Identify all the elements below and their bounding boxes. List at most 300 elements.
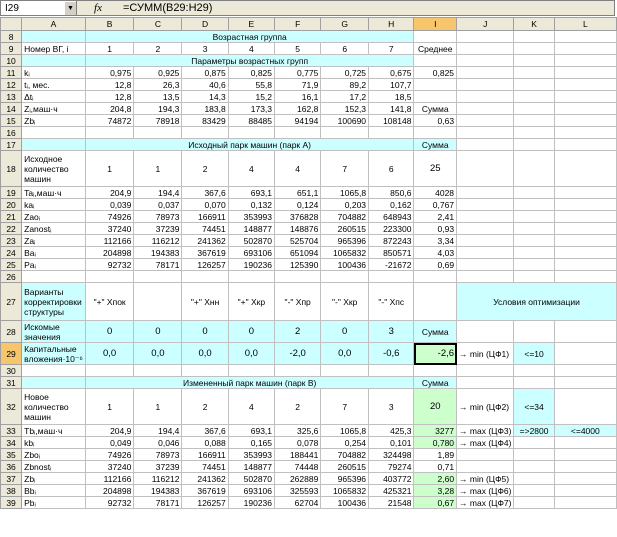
cell-d29[interactable]: 0,0 [182, 343, 228, 365]
cell-l39[interactable] [554, 497, 616, 509]
cell-d18[interactable]: 2 [182, 151, 228, 187]
cell-j21[interactable] [457, 211, 514, 223]
cell-i14[interactable]: Сумма [414, 103, 457, 115]
empty-cell[interactable] [321, 127, 369, 139]
cell-h18[interactable]: 6 [369, 151, 414, 187]
cell-g24[interactable]: 1065832 [321, 247, 369, 259]
cell-h21[interactable]: 648943 [369, 211, 414, 223]
cell-g38[interactable]: 1065832 [321, 485, 369, 497]
empty-cell[interactable] [275, 271, 321, 283]
name-box[interactable] [1, 1, 77, 15]
cell-i31[interactable]: Сумма [414, 377, 457, 389]
cell-l15[interactable] [554, 115, 616, 127]
cell-f11[interactable]: 0,775 [275, 67, 321, 79]
cell-c34[interactable]: 0,046 [134, 437, 182, 449]
cell-h29[interactable]: -0,6 [369, 343, 414, 365]
cell-g32[interactable]: 7 [321, 389, 369, 425]
section-title[interactable]: Параметры возрастных групп [85, 55, 414, 67]
cell-d11[interactable]: 0,875 [182, 67, 228, 79]
column-header-l[interactable]: L [554, 18, 616, 31]
fx-icon[interactable]: fx [94, 2, 102, 14]
empty-cell[interactable] [22, 271, 86, 283]
cell-a19[interactable]: Taᵢ,маш·ч [22, 187, 86, 199]
cell-f34[interactable]: 0,078 [275, 437, 321, 449]
cell-d15[interactable]: 83429 [182, 115, 228, 127]
cell-i24[interactable]: 4,03 [414, 247, 457, 259]
cell-b25[interactable]: 92732 [85, 259, 134, 271]
cell-c20[interactable]: 0,037 [134, 199, 182, 211]
cell-f19[interactable]: 651,1 [275, 187, 321, 199]
cell-d24[interactable]: 367619 [182, 247, 228, 259]
cell-b9[interactable]: 1 [85, 43, 134, 55]
cell-c29[interactable]: 0,0 [134, 343, 182, 365]
cell-j34[interactable] [457, 437, 514, 449]
cell-l10[interactable] [554, 55, 616, 67]
row-header-21[interactable]: 21 [1, 211, 22, 223]
cell-e35[interactable]: 353993 [228, 449, 274, 461]
cell-d37[interactable]: 241362 [182, 473, 228, 485]
row-header-11[interactable]: 11 [1, 67, 22, 79]
cell-b35[interactable]: 74926 [85, 449, 134, 461]
cell-f13[interactable]: 16,1 [275, 91, 321, 103]
cell-e32[interactable]: 4 [228, 389, 274, 425]
row-header-32[interactable]: 32 [1, 389, 22, 425]
cell-e37[interactable]: 502870 [228, 473, 274, 485]
cell-c14[interactable]: 194,3 [134, 103, 182, 115]
cell-l8[interactable] [554, 31, 616, 43]
cell-j18[interactable] [457, 151, 514, 187]
cell-i32[interactable]: 20 [414, 389, 457, 425]
cell-a29[interactable]: Капитальные вложения·10⁻⁶ [22, 343, 86, 365]
cell-f25[interactable]: 125390 [275, 259, 321, 271]
cell-f36[interactable]: 74448 [275, 461, 321, 473]
cell-g29[interactable]: 0,0 [321, 343, 369, 365]
cell-e12[interactable]: 55,8 [228, 79, 274, 91]
cell-h9[interactable]: 7 [369, 43, 414, 55]
cell-f29[interactable]: -2,0 [275, 343, 321, 365]
cell-j39[interactable] [457, 497, 514, 509]
cell-c13[interactable]: 13,5 [134, 91, 182, 103]
cell-j38[interactable] [457, 485, 514, 497]
row-header-23[interactable]: 23 [1, 235, 22, 247]
cell-f28[interactable]: 2 [275, 321, 321, 343]
cell-i8[interactable] [414, 31, 457, 43]
cell-d20[interactable]: 0,070 [182, 199, 228, 211]
cell-d9[interactable]: 3 [182, 43, 228, 55]
cell-k11[interactable] [514, 67, 554, 79]
cell-i39[interactable]: 0,67 [414, 497, 457, 509]
cell-k21[interactable] [514, 211, 554, 223]
cell-b34[interactable]: 0,049 [85, 437, 134, 449]
cell-b28[interactable]: 0 [85, 321, 134, 343]
cell-d13[interactable]: 14,3 [182, 91, 228, 103]
empty-cell[interactable] [457, 365, 514, 377]
cell-f12[interactable]: 71,9 [275, 79, 321, 91]
column-header-b[interactable]: B [85, 18, 134, 31]
cell-d39[interactable]: 126257 [182, 497, 228, 509]
cell-a36[interactable]: Zbnostᵢ [22, 461, 86, 473]
cell-b33[interactable]: 204,9 [85, 425, 134, 437]
cell-c12[interactable]: 26,3 [134, 79, 182, 91]
cell-a13[interactable]: Δtᵢ [22, 91, 86, 103]
cell-k14[interactable] [514, 103, 554, 115]
cell-i13[interactable] [414, 91, 457, 103]
row-header-30[interactable]: 30 [1, 365, 22, 377]
chevron-down-icon[interactable]: ▼ [65, 2, 76, 15]
row-header-14[interactable]: 14 [1, 103, 22, 115]
empty-cell[interactable] [134, 365, 182, 377]
cell-j37[interactable] [457, 473, 514, 485]
cell-g11[interactable]: 0,725 [321, 67, 369, 79]
column-header-k[interactable]: K [514, 18, 554, 31]
cell-a37[interactable]: Zbᵢ [22, 473, 86, 485]
cell-g25[interactable]: 100436 [321, 259, 369, 271]
cell-e13[interactable]: 15,2 [228, 91, 274, 103]
cell-l31[interactable] [554, 377, 616, 389]
cell-k33[interactable]: =>2800 [514, 425, 554, 437]
cell-j17[interactable] [457, 139, 514, 151]
empty-cell[interactable] [228, 365, 274, 377]
cell-g22[interactable]: 260515 [321, 223, 369, 235]
cell-e27[interactable]: "+" Хкр [228, 283, 274, 321]
formula-input[interactable]: =СУММ(B29:H29) [123, 2, 213, 14]
empty-cell[interactable] [85, 127, 134, 139]
row-header-9[interactable]: 9 [1, 43, 22, 55]
cell-h12[interactable]: 107,7 [369, 79, 414, 91]
cell-j32[interactable] [457, 389, 514, 425]
optimization-conditions-header[interactable]: Условия оптимизации [457, 283, 617, 321]
cell-a34[interactable]: kbᵢ [22, 437, 86, 449]
cell-j11[interactable] [457, 67, 514, 79]
cell-e24[interactable]: 693106 [228, 247, 274, 259]
cell-g33[interactable]: 1065,8 [321, 425, 369, 437]
cell-f15[interactable]: 94194 [275, 115, 321, 127]
cell-f39[interactable]: 62704 [275, 497, 321, 509]
cell-l17[interactable] [554, 139, 616, 151]
cell-j24[interactable] [457, 247, 514, 259]
cell-e11[interactable]: 0,825 [228, 67, 274, 79]
cell-k8[interactable] [514, 31, 554, 43]
cell-c23[interactable]: 116212 [134, 235, 182, 247]
cell-e14[interactable]: 173,3 [228, 103, 274, 115]
cell-e19[interactable]: 693,1 [228, 187, 274, 199]
empty-cell[interactable] [275, 127, 321, 139]
cell-f33[interactable]: 325,6 [275, 425, 321, 437]
cell-j15[interactable] [457, 115, 514, 127]
cell-a27[interactable]: Варианты корректировки структуры [22, 283, 86, 321]
empty-cell[interactable] [321, 271, 369, 283]
cell-e39[interactable]: 190236 [228, 497, 274, 509]
cell-c36[interactable]: 37239 [134, 461, 182, 473]
cell-e18[interactable]: 4 [228, 151, 274, 187]
row-header-13[interactable]: 13 [1, 91, 22, 103]
cell-l25[interactable] [554, 259, 616, 271]
cell-g20[interactable]: 0,203 [321, 199, 369, 211]
cell-h35[interactable]: 324498 [369, 449, 414, 461]
cell-b11[interactable]: 0,975 [85, 67, 134, 79]
empty-cell[interactable] [414, 365, 457, 377]
cell-d28[interactable]: 0 [182, 321, 228, 343]
row-header-31[interactable]: 31 [1, 377, 22, 389]
cell-j9[interactable] [457, 43, 514, 55]
empty-cell[interactable] [554, 127, 616, 139]
cell-a14[interactable]: Zᵢ,маш·ч [22, 103, 86, 115]
cell-j25[interactable] [457, 259, 514, 271]
empty-cell[interactable] [554, 271, 616, 283]
cell-c32[interactable]: 1 [134, 389, 182, 425]
section-title[interactable]: Возрастная группа [85, 31, 414, 43]
cell-e21[interactable]: 353993 [228, 211, 274, 223]
row-header-27[interactable]: 27 [1, 283, 22, 321]
cell-b37[interactable]: 112166 [85, 473, 134, 485]
empty-cell[interactable] [369, 365, 414, 377]
empty-cell[interactable] [514, 127, 554, 139]
cell-j29[interactable] [457, 343, 514, 365]
cell-e29[interactable]: 0,0 [228, 343, 274, 365]
cell-i35[interactable]: 1,89 [414, 449, 457, 461]
row-header-19[interactable]: 19 [1, 187, 22, 199]
cell-f35[interactable]: 188441 [275, 449, 321, 461]
cell-b29[interactable]: 0,0 [85, 343, 134, 365]
cell-b19[interactable]: 204,9 [85, 187, 134, 199]
cell-k18[interactable] [514, 151, 554, 187]
cell-e15[interactable]: 88485 [228, 115, 274, 127]
cell-c22[interactable]: 37239 [134, 223, 182, 235]
cell-b21[interactable]: 74926 [85, 211, 134, 223]
cell-c39[interactable]: 78171 [134, 497, 182, 509]
cell-j8[interactable] [457, 31, 514, 43]
cell-e20[interactable]: 0,132 [228, 199, 274, 211]
cell-d23[interactable]: 241362 [182, 235, 228, 247]
row-header-18[interactable]: 18 [1, 151, 22, 187]
empty-cell[interactable] [85, 365, 134, 377]
cell-l20[interactable] [554, 199, 616, 211]
cell-b15[interactable]: 74872 [85, 115, 134, 127]
cell-b18[interactable]: 1 [85, 151, 134, 187]
cell-d22[interactable]: 74451 [182, 223, 228, 235]
cell-d19[interactable]: 367,6 [182, 187, 228, 199]
cell-i29[interactable]: -2,6 [414, 343, 457, 365]
empty-cell[interactable] [22, 365, 86, 377]
row-header-16[interactable]: 16 [1, 127, 22, 139]
empty-cell[interactable] [85, 271, 134, 283]
empty-cell[interactable] [228, 127, 274, 139]
row-header-17[interactable]: 17 [1, 139, 22, 151]
cell-i37[interactable]: 2,60 [414, 473, 457, 485]
cell-a23[interactable]: Zaᵢ [22, 235, 86, 247]
cell-d35[interactable]: 166911 [182, 449, 228, 461]
cell-j35[interactable] [457, 449, 514, 461]
cell-k15[interactable] [514, 115, 554, 127]
cell-k34[interactable] [514, 437, 554, 449]
cell-l12[interactable] [554, 79, 616, 91]
empty-cell[interactable] [134, 271, 182, 283]
cell-i18[interactable]: 25 [414, 151, 457, 187]
row-header-8[interactable]: 8 [1, 31, 22, 43]
empty-cell[interactable] [369, 127, 414, 139]
row-header-10[interactable]: 10 [1, 55, 22, 67]
cell-g39[interactable]: 100436 [321, 497, 369, 509]
cell-a35[interactable]: Zboᵢ [22, 449, 86, 461]
cell-f14[interactable]: 162,8 [275, 103, 321, 115]
cell-c18[interactable]: 1 [134, 151, 182, 187]
cell-l29[interactable] [554, 343, 616, 365]
row-header-15[interactable]: 15 [1, 115, 22, 127]
cell-h22[interactable]: 223300 [369, 223, 414, 235]
cell-g9[interactable]: 6 [321, 43, 369, 55]
row-header-39[interactable]: 39 [1, 497, 22, 509]
cell-k23[interactable] [514, 235, 554, 247]
cell-l24[interactable] [554, 247, 616, 259]
cell-j22[interactable] [457, 223, 514, 235]
cell-d34[interactable]: 0,088 [182, 437, 228, 449]
cell-l36[interactable] [554, 461, 616, 473]
empty-cell[interactable] [182, 365, 228, 377]
cell-e34[interactable]: 0,165 [228, 437, 274, 449]
cell-c15[interactable]: 78918 [134, 115, 182, 127]
cell-k22[interactable] [514, 223, 554, 235]
cell-d36[interactable]: 74451 [182, 461, 228, 473]
cell-j28[interactable] [457, 321, 514, 343]
cell-l21[interactable] [554, 211, 616, 223]
empty-cell[interactable] [457, 271, 514, 283]
empty-cell[interactable] [182, 271, 228, 283]
cell-a32[interactable]: Новое количество машин [22, 389, 86, 425]
row-header-12[interactable]: 12 [1, 79, 22, 91]
cell-c38[interactable]: 194383 [134, 485, 182, 497]
cell-e23[interactable]: 502870 [228, 235, 274, 247]
column-header-f[interactable]: F [275, 18, 321, 31]
column-header-e[interactable]: E [228, 18, 274, 31]
cell-h25[interactable]: -21672 [369, 259, 414, 271]
cell-c11[interactable]: 0,925 [134, 67, 182, 79]
cell-c24[interactable]: 194383 [134, 247, 182, 259]
empty-cell[interactable] [228, 271, 274, 283]
section-title[interactable]: Измененный парк машин (парк В) [85, 377, 414, 389]
cell-b36[interactable]: 37240 [85, 461, 134, 473]
cell-a8[interactable] [22, 31, 86, 43]
cell-d27[interactable]: "+" Хнн [182, 283, 228, 321]
row-header-29[interactable]: 29 [1, 343, 22, 365]
cell-g28[interactable]: 0 [321, 321, 369, 343]
row-header-28[interactable]: 28 [1, 321, 22, 343]
cell-k35[interactable] [514, 449, 554, 461]
cell-c9[interactable]: 2 [134, 43, 182, 55]
column-header-c[interactable]: C [134, 18, 182, 31]
cell-a33[interactable]: Tbᵢ,маш·ч [22, 425, 86, 437]
cell-d21[interactable]: 166911 [182, 211, 228, 223]
cell-i27[interactable] [414, 283, 457, 321]
cell-a28[interactable]: Искомые значения [22, 321, 86, 343]
cell-k32[interactable]: <=34 [514, 389, 554, 425]
cell-h36[interactable]: 79274 [369, 461, 414, 473]
cell-a21[interactable]: Zaoᵢ [22, 211, 86, 223]
cell-i21[interactable]: 2,41 [414, 211, 457, 223]
cell-a31[interactable] [22, 377, 86, 389]
cell-b14[interactable]: 204,8 [85, 103, 134, 115]
empty-cell[interactable] [514, 271, 554, 283]
cell-k12[interactable] [514, 79, 554, 91]
cell-k31[interactable] [514, 377, 554, 389]
select-all-corner[interactable] [1, 18, 22, 31]
cell-l32[interactable] [554, 389, 616, 425]
cell-h28[interactable]: 3 [369, 321, 414, 343]
cell-k10[interactable] [514, 55, 554, 67]
row-header-35[interactable]: 35 [1, 449, 22, 461]
cell-h34[interactable]: 0,101 [369, 437, 414, 449]
cell-a17[interactable] [22, 139, 86, 151]
cell-j14[interactable] [457, 103, 514, 115]
cell-f24[interactable]: 651094 [275, 247, 321, 259]
cell-f22[interactable]: 148876 [275, 223, 321, 235]
cell-j23[interactable] [457, 235, 514, 247]
cell-a24[interactable]: Baᵢ [22, 247, 86, 259]
empty-cell[interactable] [321, 365, 369, 377]
column-header-i[interactable]: I [414, 18, 457, 31]
cell-i28[interactable]: Сумма [414, 321, 457, 343]
cell-g12[interactable]: 89,2 [321, 79, 369, 91]
cell-j33[interactable] [457, 425, 514, 437]
cell-d12[interactable]: 40,6 [182, 79, 228, 91]
cell-f32[interactable]: 2 [275, 389, 321, 425]
cell-h11[interactable]: 0,675 [369, 67, 414, 79]
cell-f23[interactable]: 525704 [275, 235, 321, 247]
cell-l18[interactable] [554, 151, 616, 187]
cell-a39[interactable]: Pbᵢ [22, 497, 86, 509]
cell-l22[interactable] [554, 223, 616, 235]
cell-h37[interactable]: 403772 [369, 473, 414, 485]
cell-h23[interactable]: 872243 [369, 235, 414, 247]
cell-f38[interactable]: 325593 [275, 485, 321, 497]
cell-a12[interactable]: tᵢ, мес. [22, 79, 86, 91]
cell-g14[interactable]: 152,3 [321, 103, 369, 115]
cell-l34[interactable] [554, 437, 616, 449]
row-header-37[interactable]: 37 [1, 473, 22, 485]
cell-c28[interactable]: 0 [134, 321, 182, 343]
column-header-g[interactable]: G [321, 18, 369, 31]
cell-a22[interactable]: Zanostᵢ [22, 223, 86, 235]
cell-a25[interactable]: Paᵢ [22, 259, 86, 271]
row-header-22[interactable]: 22 [1, 223, 22, 235]
cell-g19[interactable]: 1065,8 [321, 187, 369, 199]
cell-h32[interactable]: 3 [369, 389, 414, 425]
cell-f21[interactable]: 376828 [275, 211, 321, 223]
cell-b22[interactable]: 37240 [85, 223, 134, 235]
cell-j10[interactable] [457, 55, 514, 67]
cell-k13[interactable] [514, 91, 554, 103]
cell-c35[interactable]: 78973 [134, 449, 182, 461]
cell-a10[interactable] [22, 55, 86, 67]
cell-e28[interactable]: 0 [228, 321, 274, 343]
row-header-34[interactable]: 34 [1, 437, 22, 449]
row-header-25[interactable]: 25 [1, 259, 22, 271]
cell-k39[interactable] [514, 497, 554, 509]
cell-l11[interactable] [554, 67, 616, 79]
cell-l38[interactable] [554, 485, 616, 497]
cell-j36[interactable] [457, 461, 514, 473]
cell-d38[interactable]: 367619 [182, 485, 228, 497]
cell-d14[interactable]: 183,8 [182, 103, 228, 115]
cell-k19[interactable] [514, 187, 554, 199]
empty-cell[interactable] [554, 365, 616, 377]
cell-i9[interactable]: Среднее [414, 43, 457, 55]
section-title[interactable]: Исходный парк машин (парк А) [85, 139, 414, 151]
cell-i20[interactable]: 0,767 [414, 199, 457, 211]
cell-l28[interactable] [554, 321, 616, 343]
cell-d33[interactable]: 367,6 [182, 425, 228, 437]
cell-f27[interactable]: "-" Хпр [275, 283, 321, 321]
cell-i33[interactable]: 3277 [414, 425, 457, 437]
